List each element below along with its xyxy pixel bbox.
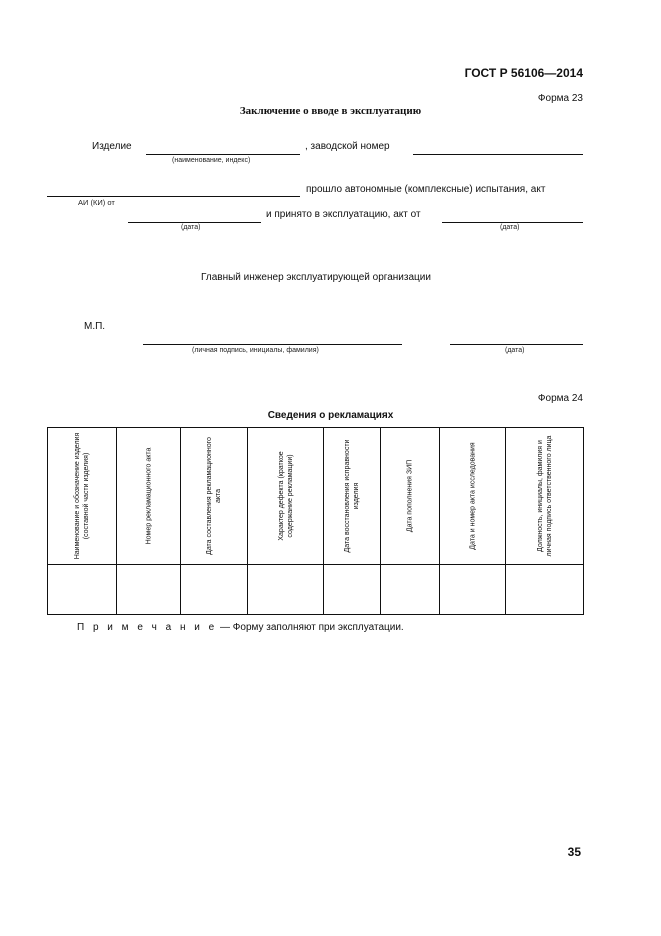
test-date-line[interactable] bbox=[128, 222, 261, 223]
table-cell[interactable] bbox=[48, 565, 117, 615]
form-24-label: Форма 24 bbox=[537, 393, 583, 404]
passed-tests-label: прошло автономные (комплексные) испытания, акт bbox=[306, 184, 546, 195]
table-cell[interactable] bbox=[117, 565, 181, 615]
izdelie-label: Изделие bbox=[92, 141, 132, 152]
column-header: Дата пополнения ЗИП bbox=[381, 428, 440, 565]
column-header: Дата восстановления исправности изделия bbox=[324, 428, 381, 565]
seal-label: М.П. bbox=[84, 321, 106, 332]
table-cell[interactable] bbox=[324, 565, 381, 615]
signature-date-caption: (дата) bbox=[505, 347, 525, 354]
column-header: Дата составления рекламационного акта bbox=[181, 428, 248, 565]
form-24-title: Сведения о рекламациях bbox=[267, 410, 394, 421]
table-cell[interactable] bbox=[248, 565, 324, 615]
table-row bbox=[48, 565, 584, 615]
standard-number: ГОСТ Р 56106—2014 bbox=[464, 66, 583, 80]
table-cell[interactable] bbox=[506, 565, 584, 615]
column-header: Дата и номер акта исследования bbox=[440, 428, 506, 565]
column-header: Наименование и обозначение изделия (составной части изделия) bbox=[48, 428, 117, 565]
table-cell[interactable] bbox=[381, 565, 440, 615]
ai-ki-label: АИ (КИ) от bbox=[78, 198, 115, 207]
test-date-caption: (дата) bbox=[181, 224, 201, 231]
signature-date-line[interactable] bbox=[450, 344, 583, 345]
page-number: 35 bbox=[567, 845, 581, 859]
note-text: — Форму заполняют при эксплуатации. bbox=[217, 622, 404, 633]
note bbox=[77, 622, 404, 633]
product-name-caption: (наименование, индекс) bbox=[172, 157, 251, 164]
acceptance-date-line[interactable] bbox=[442, 222, 583, 223]
serial-continuation-line[interactable] bbox=[47, 196, 300, 197]
column-header: Характер дефекта (краткое содержание рекламации) bbox=[248, 428, 324, 565]
column-header: Должность, инициалы, фамилия и личная подпись ответственного лица bbox=[506, 428, 584, 565]
table-header-row bbox=[48, 428, 584, 565]
form-23-title: Заключение о вводе в эксплуатацию bbox=[239, 105, 422, 117]
chief-engineer-label: Главный инженер эксплуатирующей организации bbox=[201, 272, 431, 283]
column-header: Номер рекламационного акта bbox=[117, 428, 181, 565]
claims-table bbox=[47, 427, 584, 615]
table-cell[interactable] bbox=[440, 565, 506, 615]
product-name-line[interactable] bbox=[146, 154, 300, 155]
signature-caption: (личная подпись, инициалы, фамилия) bbox=[192, 347, 319, 354]
signature-line[interactable] bbox=[143, 344, 402, 345]
table-cell[interactable] bbox=[181, 565, 248, 615]
serial-label: , заводской номер bbox=[305, 141, 390, 152]
accepted-label: и принято в эксплуатацию, акт от bbox=[266, 209, 421, 220]
serial-number-line[interactable] bbox=[413, 154, 583, 155]
note-label: П р и м е ч а н и е bbox=[77, 622, 218, 633]
acceptance-date-caption: (дата) bbox=[500, 224, 520, 231]
form-23-label: Форма 23 bbox=[537, 93, 583, 104]
